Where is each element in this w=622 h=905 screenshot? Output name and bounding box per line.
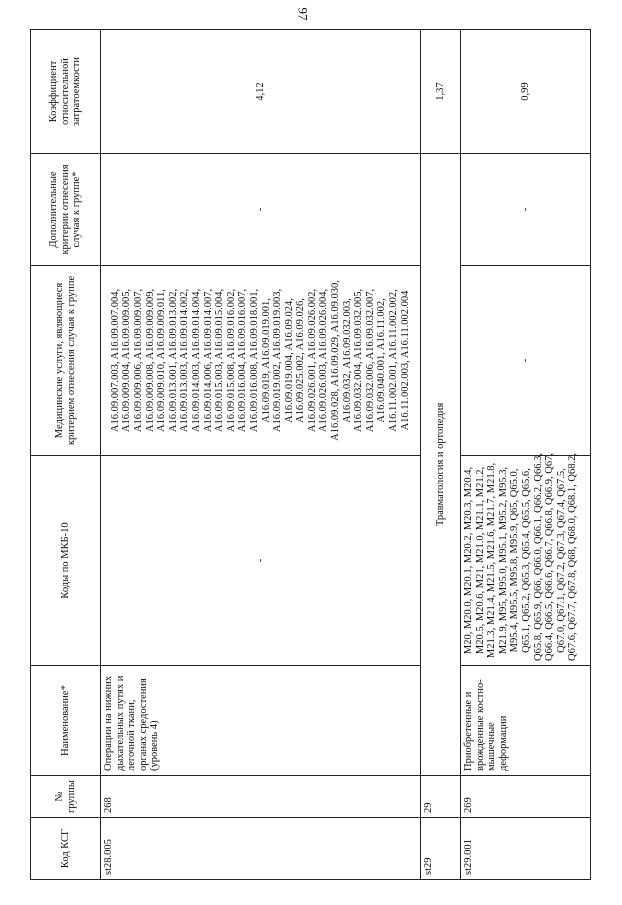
mkb-line: Q67.6, Q67.7, Q67.8, Q68, Q68.0, Q68.1, Q68.2, <box>567 453 579 661</box>
service-line: A16.11.002.001, A16.11.002.002, <box>388 289 400 432</box>
service-line: A16.09.032.006, A16.09.032.007, <box>364 288 376 433</box>
mkb-line: M20, M20.0, M20.1, M20.2, M20.3, M20.4, <box>463 466 474 655</box>
mkb-line: M21.3, M21.4, M21.5, M21.6, M21.7, M21.8, <box>486 462 498 659</box>
header-services: Медицинские услуги, являющиеся критерием отнесения случая к группе <box>31 266 101 456</box>
mkb-line: M20.5, M20.6, M21, M21.0, M21.1, M21.2, <box>474 466 486 655</box>
cell-criteria: - <box>101 154 421 266</box>
rotated-table-wrapper <box>30 30 590 880</box>
cell-coef: 0,99 <box>461 30 591 154</box>
header-criteria: Дополнительные критерии отнесения случая к группе* <box>31 154 101 266</box>
header-row <box>31 30 101 880</box>
service-line: A16.09.009.006, A16.09.009.007, <box>132 288 144 433</box>
cell-coef: 4,12 <box>101 30 421 154</box>
service-line: A16.09.013.001, A16.09.013.002, <box>167 288 179 433</box>
service-line: A16.09.009.008, A16.09.009.009, <box>144 288 156 433</box>
table-row <box>461 30 591 880</box>
cell-name: Приобретенные и врожденные костно-мышечные деформации <box>461 666 591 776</box>
service-line: A16.11.002.003, A16.11.002.004 <box>399 290 411 431</box>
service-line: A16.09.016.008, A16.09.018.001, <box>248 288 260 433</box>
service-line: A16.09.019.004, A16.09.024, <box>283 298 295 423</box>
service-line: A16.09.015.003, A16.09.015.004, <box>214 288 226 433</box>
service-line: A16.09.007.003, A16.09.007.004, <box>109 288 121 433</box>
service-line: A16.09.028, A16.09.029, A16.09.030, <box>330 280 342 441</box>
cell-code: st29 <box>421 818 461 880</box>
service-line: A16.09.016.004, A16.09.016.007, <box>237 288 249 433</box>
cell-code: st29.001 <box>461 818 591 880</box>
header-mkb: Коды по МКБ-10 <box>31 456 101 666</box>
page-number: 97 <box>295 7 311 21</box>
service-line: A16.09.025.002, A16.09.026, <box>295 298 307 423</box>
section-row <box>421 30 461 880</box>
header-coef: Коэффициент относительной затратоемкости <box>31 30 101 154</box>
service-line: A16.09.026.001, A16.09.026.002, <box>306 288 318 433</box>
header-name: Наименование* <box>31 666 101 776</box>
cell-coef: 1,37 <box>421 30 461 154</box>
cell-group-no: 268 <box>101 776 421 818</box>
cell-services <box>101 266 421 456</box>
mkb-line: M21.9, M95, M95.0, M95.1, M95.2, M95.3, <box>497 466 509 655</box>
service-line: A16.09.026.003, A16.09.026.004, <box>318 288 330 433</box>
mkb-line: Q65.8, Q65.9, Q66, Q66.0, Q66.1, Q66.2, Q66.3, <box>532 453 544 661</box>
service-line: A16.09.019.002, A16.09.019.003, <box>272 288 284 433</box>
header-code: Код КСГ <box>31 818 101 880</box>
mkb-line: M95.4, M95.5, M95.8, M95.9, Q65, Q65.0, <box>509 468 521 653</box>
service-line: A16.09.019, A16.09.019.001, <box>260 298 272 423</box>
service-line: A16.09.009.004, A16.09.009.005, <box>121 288 133 433</box>
cell-code: st28.005 <box>101 818 421 880</box>
ksg-table <box>30 29 591 880</box>
service-line: A16.09.040.001, A16.11.002, <box>376 298 388 423</box>
section-title: Травматология и ортопедия <box>421 154 461 776</box>
cell-name: Операции на нижних дыхательных путях и легочной ткани, органах средостения (уровень 4) <box>101 666 421 776</box>
mkb-line: Q67.0, Q67.1, Q67.2, Q67.3, Q67.4, Q67.5, <box>555 468 567 653</box>
service-line: A16.09.014.006, A16.09.014.007, <box>202 288 214 433</box>
table-row <box>101 30 421 880</box>
mkb-line: Q66.4, Q66.5, Q66.6, Q66.7, Q66.8, Q66.9, Q67, <box>544 453 556 661</box>
cell-criteria: - <box>461 154 591 266</box>
service-line: A16.09.015.008, A16.09.016.002, <box>225 288 237 433</box>
service-line: A16.09.013.003, A16.09.014.002, <box>179 288 191 433</box>
mkb-line: Q65.1, Q65.2, Q65.3, Q65.4, Q65.5, Q65.6, <box>520 468 532 653</box>
header-group-no: № группы <box>31 776 101 818</box>
cell-mkb: - <box>101 456 421 666</box>
cell-group-no: 29 <box>421 776 461 818</box>
service-line: A16.09.009.010, A16.09.009.011, <box>156 289 168 432</box>
cell-services: - <box>461 266 591 456</box>
service-line: A16.09.014.003, A16.09.014.004, <box>190 288 202 433</box>
service-line: A16.09.032, A16.09.032.003, <box>341 298 353 423</box>
cell-group-no: 269 <box>461 776 591 818</box>
cell-mkb <box>461 453 591 666</box>
service-line: A16.09.032.004, A16.09.032.005, <box>353 288 365 433</box>
